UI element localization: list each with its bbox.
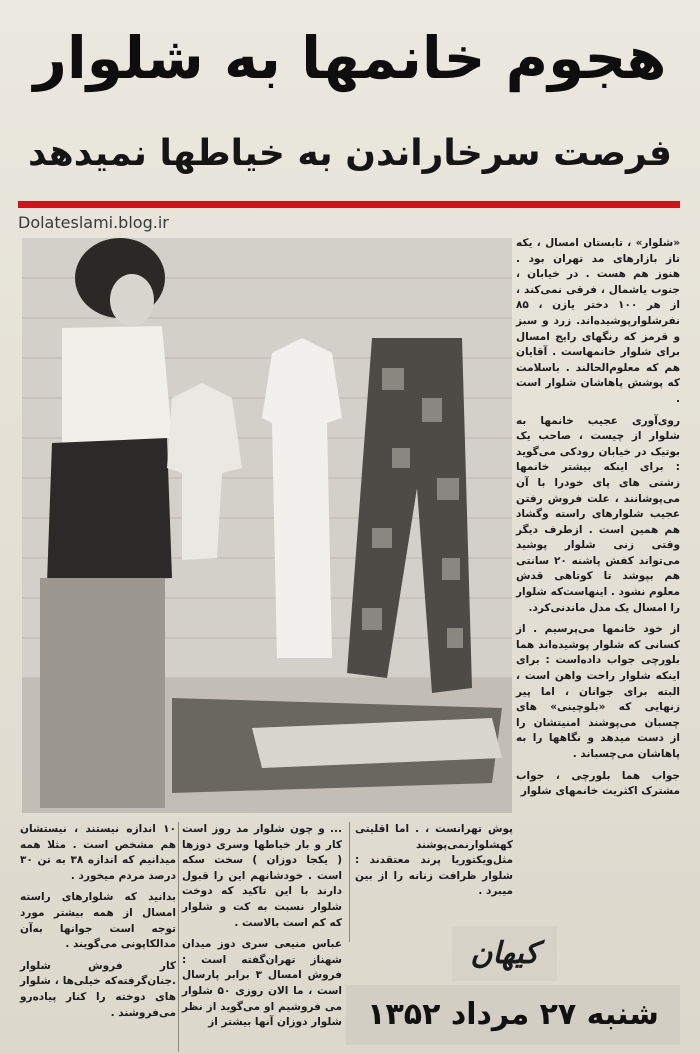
article-column-bottom-2 — [182, 822, 342, 1052]
paragraph: پوش تهرانست ، . اما اقلیتی کهشلوارنمی‌پوشند مثل‌ویکتوریا پرند معتقدند : شلوار ظرافت زنانه را از بین میبرد . — [355, 823, 513, 898]
headline: هجوم خانمها به شلوار — [33, 24, 667, 92]
paragraph: عباس منیعی سری دوز میدان شهناز تهران‌گفته است : فروش امسال ۳ برابر پارسال است ، ما الان روزی ۵۰ شلوار می‌ فروشیم او می‌گوید از نظر شلوار دوزان آنها بیشتر از — [182, 938, 343, 1029]
paragraph: جواب هما بلورچی ، جواب مشترک اکثریت خانمهای شلوار — [516, 769, 680, 798]
blog-watermark: Dolateslami.blog.ir — [18, 213, 169, 232]
red-divider — [18, 201, 680, 208]
publication-date: شنبه ۲۷ مرداد ۱۳۵۲ — [367, 997, 659, 1032]
subheadline: فرصت سرخاراندن به خیاطها نمیدهد — [28, 133, 672, 174]
article-column-bottom-3 — [20, 822, 176, 1052]
photo-illustration — [22, 238, 512, 813]
paragraph: روی‌آوری عجیب خانمها به شلوار از چیست ، صاحب یک بوتیک در خیابان رودکی می‌گوید : برای اینکه بیشتر خانمها زشتی های پای خودرا با آن می‌پوشانند ، علت فروش رفتن عجیب شلوارهای راسته وگشاد هم همین است . ازطرف دیگر وقتی زنی شلوار پوشید می‌تواند کفش پاشنه ۲۰ سانتی هم بپوشد تا کوتاهی قدش معلوم نشود . اینهاست‌که شلوار را امسال یک مدل ماندنی‌کرد. — [516, 414, 681, 614]
paragraph: «شلوار» ، تابستان امسال ، یکه تاز بازارهای مد تهران بود . هنوز هم هست . در خیابان ، جنوب یاشمال ، فرقی نمی‌کند ، از هر ۱۰۰ دختر یازن ، ۸۵ نفرشلوارپوشیده‌اند. زرد و سبز و قرمز که رنگهای رایج امسال برای شلوار خانمهاست . آقایان هم که معلوم‌الحالند . باسلامت که پوشش پاهاشان شلوار است . — [516, 237, 680, 405]
column-divider — [349, 822, 350, 942]
paragraph: بدانید که شلوارهای راسته امسال از همه بیشتر مورد توجه است جوانها به‌آن مدالکاپونی می‌گویند . — [20, 891, 176, 951]
newspaper-logo: کیهان — [470, 936, 539, 971]
paragraph: ... و چون شلوار مد روز است کار و بار خیاطها وسری دوزها ( یکجا دوزان ) سخت سکه است . خودشانهم این را قبول دارند با این تاکید که دوخت شلوار نسبت به کت و شلوار که کم است بالاست . — [182, 823, 342, 929]
article-column-right — [516, 236, 680, 896]
paragraph: ۱۰ اندازه نیستند ، نیستشان هم مشخص است . مثلا همه میدانیم که اندازه ۳۸ به تن ۳۰ درصد مردم میخورد . — [20, 823, 176, 882]
article-photo — [22, 238, 512, 813]
paragraph: از خود خانمها می‌پرسیم . از کسانی که شلوار پوشیده‌اند هما بلورچی جواب داده‌است : برای اینکه شلوار راحت واهن است ، البته برای جوانان ، اما پیر زنهایی که «بلوچینی» های چسبان می‌پوشند امنیتشان را از دست میدهد و نگاهها را به پاهاشان می‌چسباند . — [516, 623, 680, 760]
column-divider — [178, 822, 179, 1052]
paragraph: کار فروش شلوار .جنان‌گرفته‌که خیلی‌ها ، شلوار های دوخته را کنار پیاده‌رو می‌فروشند . — [20, 959, 176, 1019]
